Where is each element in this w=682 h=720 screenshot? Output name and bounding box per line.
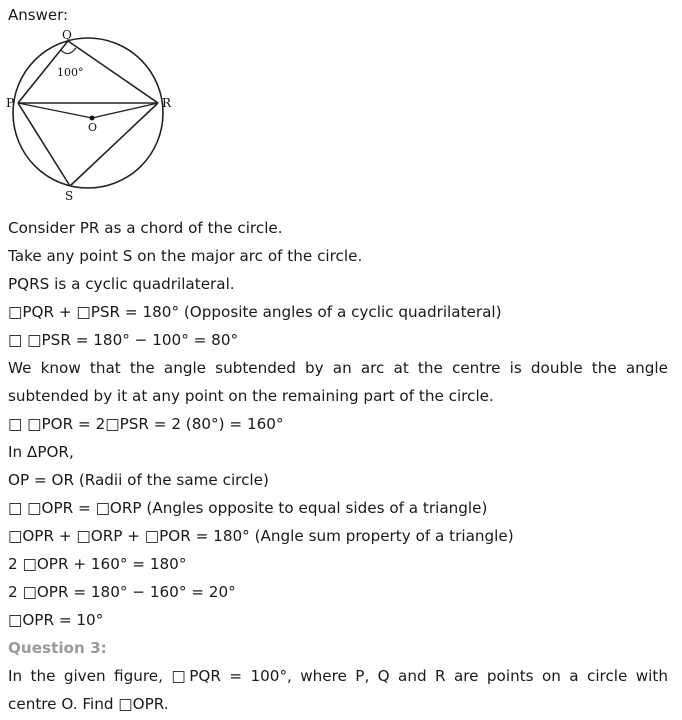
text-line: subtended by it at any point on the remaining part of the circle.	[8, 387, 494, 405]
text-line: □OPR + □ORP + □POR = 180° (Angle sum property of a triangle)	[8, 527, 514, 545]
angle-label-100: 100°	[57, 66, 84, 79]
center-point	[90, 116, 95, 121]
question-heading: Question 3:	[8, 639, 107, 657]
text-line: Take any point S on the major arc of the circle.	[8, 247, 363, 265]
text-line: In ΔPOR,	[8, 443, 74, 461]
text-line: □ □POR = 2□PSR = 2 (80°) = 160°	[8, 415, 284, 433]
label-q: Q	[62, 28, 72, 42]
circle	[13, 38, 163, 188]
text-line: 2 □OPR = 180° − 160° = 20°	[8, 583, 236, 601]
angle-arc-q	[61, 48, 76, 54]
text-line: We know that the angle subtended by an arc at the centre is double the angle	[8, 359, 668, 377]
label-p: P	[6, 96, 15, 110]
question-text-line: centre O. Find □OPR.	[8, 695, 169, 713]
label-s: S	[65, 189, 74, 203]
text-line: PQRS is a cyclic quadrilateral.	[8, 275, 235, 293]
circle-figure	[0, 28, 190, 208]
label-r: R	[162, 96, 172, 110]
text-line: □ □OPR = □ORP (Angles opposite to equal sides of a triangle)	[8, 499, 488, 517]
segment-rs	[70, 103, 158, 186]
text-line: Consider PR as a chord of the circle.	[8, 219, 283, 237]
text-line: OP = OR (Radii of the same circle)	[8, 471, 269, 489]
text-line: □PQR + □PSR = 180° (Opposite angles of a cyclic quadrilateral)	[8, 303, 502, 321]
solution-text	[8, 214, 668, 718]
label-o: O	[88, 121, 98, 134]
text-line: □OPR = 10°	[8, 611, 104, 629]
question-text-line: In the given figure, □PQR = 100°, where P, Q and R are points on a circle with	[8, 667, 668, 685]
text-line: □ □PSR = 180° − 100° = 80°	[8, 331, 239, 349]
segment-po	[18, 103, 92, 118]
text-line: 2 □OPR + 160° = 180°	[8, 555, 187, 573]
answer-label: Answer:	[8, 6, 69, 24]
segment-ro	[92, 103, 158, 118]
